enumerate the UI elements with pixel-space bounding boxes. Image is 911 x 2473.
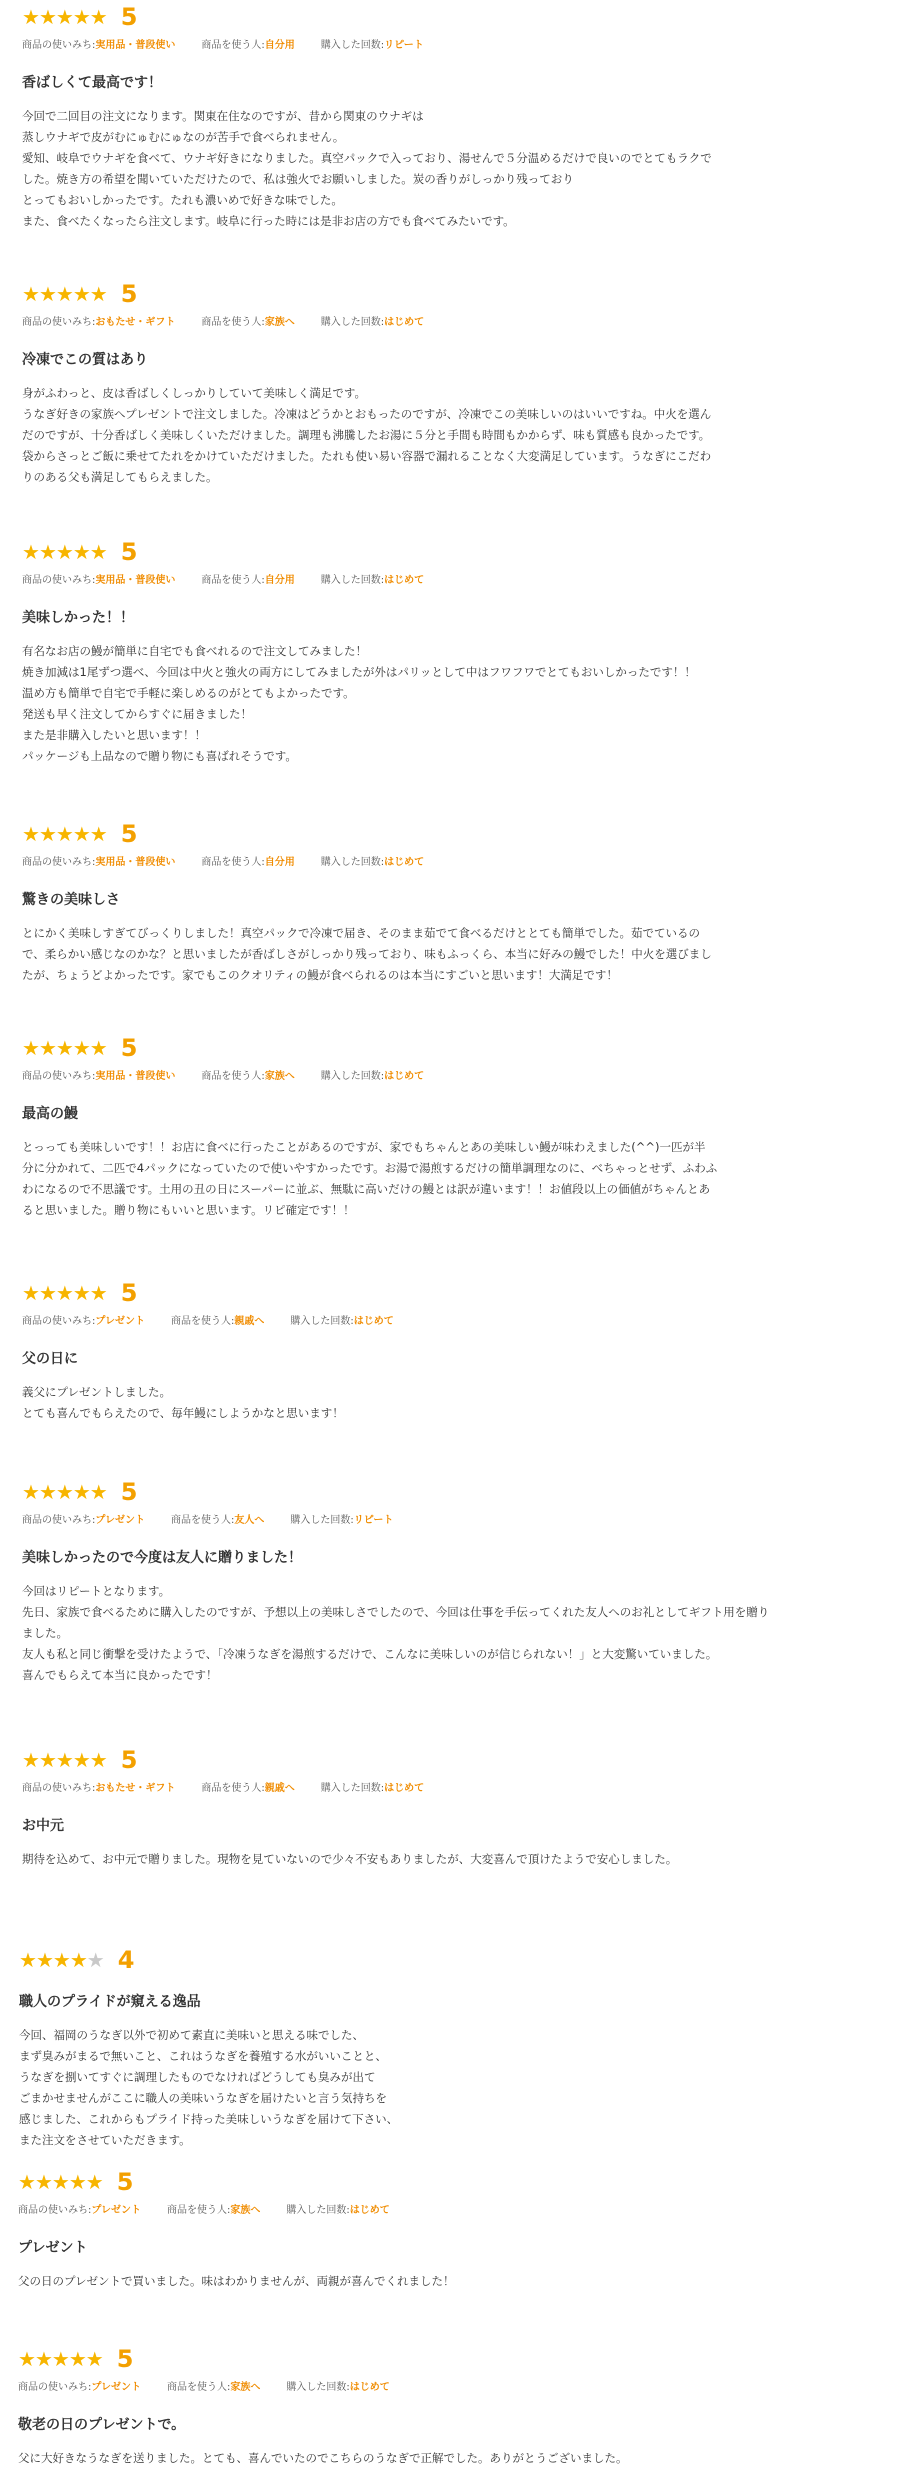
review-meta [22, 1777, 911, 1795]
review-body: とっっても美味しいです！！お店に食べに行ったことがあるのですが、家でもちゃんとあの美味しい鰻が味わえました(^^)一匹が半 分に分かれて、二匹で4パックになっていたので使いやすかったです。お湯で湯煎するだけの簡単調理なのに、べちゃっとせず、ふわふ わになるので不思議です。土用の丑の日にスーパーに並ぶ、無駄に高いだけの鰻とは訳が違います！！お値段以上の価値がちゃんとあ ると思いました。贈り物にもいいと思います。リピ確定です！！ [22, 1140, 718, 1217]
star-filled-icon: ★ [51, 2170, 69, 2194]
rating-score: 5 [120, 1034, 138, 1062]
count-value: はじめて [349, 2381, 390, 2393]
star-filled-icon: ★ [38, 1281, 56, 1305]
meta-user [201, 36, 294, 51]
user-label: 商品を使う人: [201, 39, 265, 51]
review-meta [22, 851, 911, 869]
star-filled-icon: ★ [72, 822, 90, 846]
count-label: 購入した回数: [320, 856, 385, 868]
meta-user [201, 1067, 294, 1082]
rating-score: 5 [120, 280, 138, 308]
star-filled-icon: ★ [89, 282, 107, 306]
review-body: 義父にプレゼントしました。 とても喜んでもらえたので、毎年鰻にしようかなと思います！ [22, 1385, 344, 1420]
star-filled-icon: ★ [22, 5, 39, 29]
count-value: はじめて [353, 1315, 394, 1327]
star-filled-icon: ★ [38, 1036, 56, 1060]
meta-count [321, 571, 424, 586]
review-item [19, 1943, 911, 2151]
user-value: 家族へ [264, 316, 295, 328]
star-rating [22, 1482, 107, 1502]
star-filled-icon: ★ [18, 2347, 35, 2371]
review-item [22, 1743, 911, 1870]
review-body: 父に大好きなうなぎを送りました。とても、喜んでいたのでこちらのうなぎで正解でした。ありがとうございました。 [18, 2451, 628, 2465]
star-filled-icon: ★ [38, 540, 56, 564]
rating-score: 5 [120, 538, 138, 566]
usage-value: 実用品・普段使い [95, 1070, 176, 1082]
count-value: はじめて [349, 2204, 390, 2216]
meta-usage [22, 853, 175, 868]
star-filled-icon: ★ [22, 1748, 39, 1772]
rating-row [22, 1475, 911, 1509]
meta-user [201, 1779, 294, 1794]
star-filled-icon: ★ [22, 1480, 39, 1504]
star-rating [19, 1950, 104, 1970]
review-meta [18, 2376, 911, 2394]
rating-score: 5 [120, 1478, 138, 1506]
review-body: 父の日のプレゼントで買いました。味はわかりませんが、両親が喜んでくれました！ [18, 2274, 455, 2288]
meta-count [290, 1511, 393, 1526]
meta-usage [18, 2201, 141, 2216]
meta-user [167, 2378, 260, 2393]
meta-count [321, 1779, 424, 1794]
user-label: 商品を使う人: [166, 2204, 231, 2216]
user-label: 商品を使う人: [170, 1514, 235, 1526]
usage-value: おもたせ・ギフト [95, 316, 176, 328]
count-label: 購入した回数: [290, 1315, 354, 1327]
meta-usage [22, 1067, 175, 1082]
review-item [18, 2165, 911, 2292]
star-rating [22, 284, 107, 304]
review-meta [22, 569, 911, 587]
star-filled-icon: ★ [55, 1748, 73, 1772]
star-filled-icon: ★ [89, 5, 107, 29]
meta-user [171, 1312, 264, 1327]
star-rating [18, 2172, 103, 2192]
star-rating [22, 542, 107, 562]
meta-user [201, 571, 294, 586]
star-filled-icon: ★ [38, 282, 56, 306]
rating-score: 4 [117, 1946, 135, 1974]
user-label: 商品を使う人: [201, 856, 265, 868]
review-item [22, 1031, 911, 1221]
star-filled-icon: ★ [85, 2170, 103, 2194]
star-filled-icon: ★ [22, 1036, 39, 1060]
meta-count [321, 36, 424, 51]
review-title: 職人のプライドが窺える逸品 [19, 1994, 201, 2010]
star-filled-icon: ★ [72, 1748, 90, 1772]
review-body: 今回はリピートとなります。 先日、家族で食べるために購入したのですが、予想以上の美味しさでしたので、今回は仕事を手伝ってくれた友人へのお礼としてギフト用を贈り ました。 友人も私と同じ衝撃を受けたようで、「冷凍うなぎを湯煎するだけで、こんなに美味しいのが信じられない！」と大変驚いていました。 喜んでもらえて本当に良かったです！ [22, 1584, 770, 1682]
usage-label: 商品の使いみち: [22, 1315, 96, 1327]
star-rating [22, 1038, 107, 1058]
count-value: はじめて [384, 574, 425, 586]
meta-usage [18, 2378, 141, 2393]
usage-label: 商品の使いみち: [22, 1070, 96, 1082]
count-label: 購入した回数: [320, 574, 385, 586]
star-filled-icon: ★ [89, 540, 107, 564]
star-filled-icon: ★ [85, 2347, 103, 2371]
user-value: 家族へ [230, 2381, 261, 2393]
star-filled-icon: ★ [22, 540, 39, 564]
review-item [22, 277, 911, 488]
usage-label: 商品の使いみち: [22, 856, 96, 868]
rating-score: 5 [120, 820, 138, 848]
count-value: はじめて [384, 856, 425, 868]
review-title: 最高の鰻 [22, 1106, 78, 1122]
count-value: リピート [384, 39, 424, 51]
star-filled-icon: ★ [38, 1748, 56, 1772]
star-filled-icon: ★ [89, 1748, 107, 1772]
star-filled-icon: ★ [72, 1281, 90, 1305]
usage-label: 商品の使いみち: [18, 2204, 92, 2216]
meta-user [201, 313, 294, 328]
rating-row [22, 0, 911, 34]
review-meta [22, 1065, 911, 1083]
meta-usage [22, 36, 175, 51]
star-filled-icon: ★ [55, 282, 73, 306]
star-filled-icon: ★ [72, 5, 90, 29]
usage-label: 商品の使いみち: [22, 316, 96, 328]
star-filled-icon: ★ [35, 1948, 53, 1972]
usage-label: 商品の使いみち: [22, 1514, 96, 1526]
count-label: 購入した回数: [286, 2204, 350, 2216]
count-label: 購入した回数: [286, 2381, 350, 2393]
star-filled-icon: ★ [22, 822, 39, 846]
rating-row [22, 1743, 911, 1777]
meta-user [201, 853, 294, 868]
star-filled-icon: ★ [19, 1948, 36, 1972]
review-item [22, 0, 911, 232]
count-label: 購入した回数: [290, 1514, 354, 1526]
star-filled-icon: ★ [72, 1036, 90, 1060]
usage-value: 実用品・普段使い [95, 574, 176, 586]
meta-usage [22, 1779, 175, 1794]
review-meta [18, 2199, 911, 2217]
review-body: とにかく美味しすぎてびっくりしました！真空パックで冷凍で届き、そのまま茹でて食べるだけととても簡単でした。茹でているの で、柔らかい感じなのかな？と思いましたが香ばしさがしっかり残っており、味もふっくら、本当に好みの鰻でした！中火を選びまし たが、ちょうどよかったです。家でもこのクオリティの鰻が食べられるのは本当にすごいと思います！大満足です！ [22, 926, 712, 982]
user-value: 親戚へ [264, 1782, 295, 1794]
review-body: 今回、福岡のうなぎ以外で初めて素直に美味いと思える味でした、 まず臭みがまるで無いこと、これはうなぎを養殖する水がいいことと、 うなぎを捌いてすぐに調理したものでなければどうしても臭みが出て ごまかせませんがここに職人の美味いうなぎを届けたいと言う気持ちを 感じました、これからもプライド持った美味しいうなぎを届けて下さい、 また注文をさせていただきます。 [19, 2028, 399, 2147]
user-value: 自分用 [264, 856, 295, 868]
review-item [18, 2342, 911, 2469]
rating-score: 5 [120, 1746, 138, 1774]
meta-usage [22, 571, 175, 586]
rating-row [22, 535, 911, 569]
review-meta [22, 1310, 911, 1328]
star-filled-icon: ★ [89, 1036, 107, 1060]
star-filled-icon: ★ [22, 1281, 39, 1305]
star-empty-icon: ★ [86, 1948, 104, 1972]
star-rating [18, 2349, 103, 2369]
review-item [22, 1475, 911, 1686]
review-item [22, 817, 911, 986]
review-item [22, 1276, 911, 1424]
review-title: 驚きの美味しさ [22, 892, 120, 908]
star-filled-icon: ★ [55, 5, 73, 29]
rating-row [22, 1276, 911, 1310]
review-body: 今回で二回目の注文になります。関東在住なのですが、昔から関東のウナギは 蒸しウナギで皮がむにゅむにゅなのが苦手で食べられません。 愛知、岐阜でウナギを食べて、ウナギ好きになりました。真空パックで入っており、湯せんで５分温めるだけで良いのでとてもラクで した。焼き方の希望を聞いていただけたので、私は強火でお願いしました。炭の香りがしっかり残っており とってもおいしかったです。たれも濃いめで好きな味でした。 また、食べたくなったら注文します。岐阜に行った時には是非お店の方でも食べてみたいです。 [22, 109, 712, 228]
user-value: 友人へ [234, 1514, 265, 1526]
rating-row [22, 1031, 911, 1065]
star-filled-icon: ★ [55, 822, 73, 846]
meta-usage [22, 1312, 145, 1327]
review-meta [22, 34, 911, 52]
usage-label: 商品の使いみち: [18, 2381, 92, 2393]
review-title: お中元 [22, 1818, 64, 1834]
star-filled-icon: ★ [38, 822, 56, 846]
usage-label: 商品の使いみち: [22, 39, 96, 51]
review-title: 美味しかったので今度は友人に贈りました！ [22, 1550, 302, 1566]
count-label: 購入した回数: [320, 39, 385, 51]
review-meta [22, 1509, 911, 1527]
review-body: 期待を込めて、お中元で贈りました。現物を見ていないので少々不安もありましたが、大変喜んで頂けたようで安心しました。 [22, 1852, 678, 1866]
star-filled-icon: ★ [52, 1948, 70, 1972]
count-label: 購入した回数: [320, 1070, 385, 1082]
star-filled-icon: ★ [22, 282, 39, 306]
count-label: 購入した回数: [320, 316, 385, 328]
meta-count [321, 1067, 424, 1082]
star-rating [22, 1750, 107, 1770]
star-filled-icon: ★ [51, 2347, 69, 2371]
user-label: 商品を使う人: [170, 1315, 235, 1327]
review-title: 美味しかった！！ [22, 610, 134, 626]
review-body: 有名なお店の鰻が簡単に自宅でも食べれるので注文してみました！ 焼き加減は1尾ずつ選べ、今回は中火と強火の両方にしてみましたが外はパリッとして中はフワフワでとてもおいしかったです！！ 温め方も簡単で自宅で手軽に楽しめるのがとてもよかったです。 発送も早く注文してからすぐに届きました！ また是非購入したいと思います！！ パッケージも上品なので贈り物にも喜ばれそうです。 [22, 644, 696, 763]
star-filled-icon: ★ [34, 2347, 52, 2371]
usage-value: プレゼント [91, 2381, 141, 2393]
rating-score: 5 [120, 1279, 138, 1307]
usage-value: 実用品・普段使い [95, 856, 176, 868]
star-rating [22, 824, 107, 844]
rating-row [22, 817, 911, 851]
count-value: はじめて [384, 1782, 425, 1794]
meta-count [290, 1312, 393, 1327]
usage-value: おもたせ・ギフト [95, 1782, 176, 1794]
usage-label: 商品の使いみち: [22, 1782, 96, 1794]
star-filled-icon: ★ [89, 1281, 107, 1305]
star-filled-icon: ★ [38, 5, 56, 29]
rating-row [18, 2165, 911, 2199]
review-meta [22, 311, 911, 329]
star-filled-icon: ★ [38, 1480, 56, 1504]
meta-user [167, 2201, 260, 2216]
meta-count [286, 2378, 389, 2393]
count-value: はじめて [384, 1070, 425, 1082]
star-rating [22, 1283, 107, 1303]
rating-score: 5 [120, 3, 138, 31]
rating-score: 5 [116, 2345, 134, 2373]
review-title: 冷凍でこの質はあり [22, 352, 148, 368]
star-rating [22, 7, 107, 27]
meta-usage [22, 1511, 145, 1526]
review-body: 身がふわっと、皮は香ばしくしっかりしていて美味しく満足です。 うなぎ好きの家族へプレゼントで注文しました。冷凍はどうかとおもったのですが、冷凍でこの美味しいのはいいですね。中火を選ん だのですが、十分香ばしく美味しくいただけました。調理も沸騰したお湯に５分と手間も時間もかからず、味も質感も良かったです。 袋からさっとご飯に乗せてたれをかけていただけました。たれも使い易い容器で漏れることなく大変満足しています。うなぎにこだわ りのある父も満足してもらえました。 [22, 386, 712, 484]
count-value: リピート [353, 1514, 394, 1526]
review-item [22, 535, 911, 767]
rating-row [19, 1943, 911, 1977]
star-filled-icon: ★ [68, 2170, 86, 2194]
meta-user [171, 1511, 264, 1526]
count-value: はじめて [384, 316, 425, 328]
star-filled-icon: ★ [55, 540, 73, 564]
user-value: 自分用 [264, 39, 295, 51]
star-filled-icon: ★ [55, 1281, 73, 1305]
review-title: 父の日に [22, 1351, 78, 1367]
user-value: 家族へ [230, 2204, 261, 2216]
star-filled-icon: ★ [69, 1948, 87, 1972]
rating-row [18, 2342, 911, 2376]
user-value: 自分用 [264, 574, 295, 586]
review-title: 香ばしくて最高です！ [22, 75, 162, 91]
meta-count [321, 313, 424, 328]
user-label: 商品を使う人: [166, 2381, 231, 2393]
star-filled-icon: ★ [34, 2170, 52, 2194]
usage-value: プレゼント [91, 2204, 141, 2216]
user-value: 家族へ [264, 1070, 295, 1082]
usage-value: 実用品・普段使い [95, 39, 176, 51]
star-filled-icon: ★ [89, 1480, 107, 1504]
rating-row [22, 277, 911, 311]
review-title: 敬老の日のプレゼントで。 [18, 2417, 186, 2433]
star-filled-icon: ★ [89, 822, 107, 846]
meta-usage [22, 313, 175, 328]
user-value: 親戚へ [234, 1315, 265, 1327]
star-filled-icon: ★ [72, 1480, 90, 1504]
star-filled-icon: ★ [72, 282, 90, 306]
meta-count [321, 853, 424, 868]
meta-count [286, 2201, 389, 2216]
usage-label: 商品の使いみち: [22, 574, 96, 586]
usage-value: プレゼント [95, 1315, 145, 1327]
rating-score: 5 [116, 2168, 134, 2196]
usage-value: プレゼント [95, 1514, 145, 1526]
user-label: 商品を使う人: [201, 1782, 265, 1794]
star-filled-icon: ★ [18, 2170, 35, 2194]
star-filled-icon: ★ [68, 2347, 86, 2371]
user-label: 商品を使う人: [201, 316, 265, 328]
count-label: 購入した回数: [320, 1782, 385, 1794]
user-label: 商品を使う人: [201, 1070, 265, 1082]
review-title: プレゼント [18, 2240, 88, 2256]
star-filled-icon: ★ [72, 540, 90, 564]
user-label: 商品を使う人: [201, 574, 265, 586]
star-filled-icon: ★ [55, 1036, 73, 1060]
star-filled-icon: ★ [55, 1480, 73, 1504]
